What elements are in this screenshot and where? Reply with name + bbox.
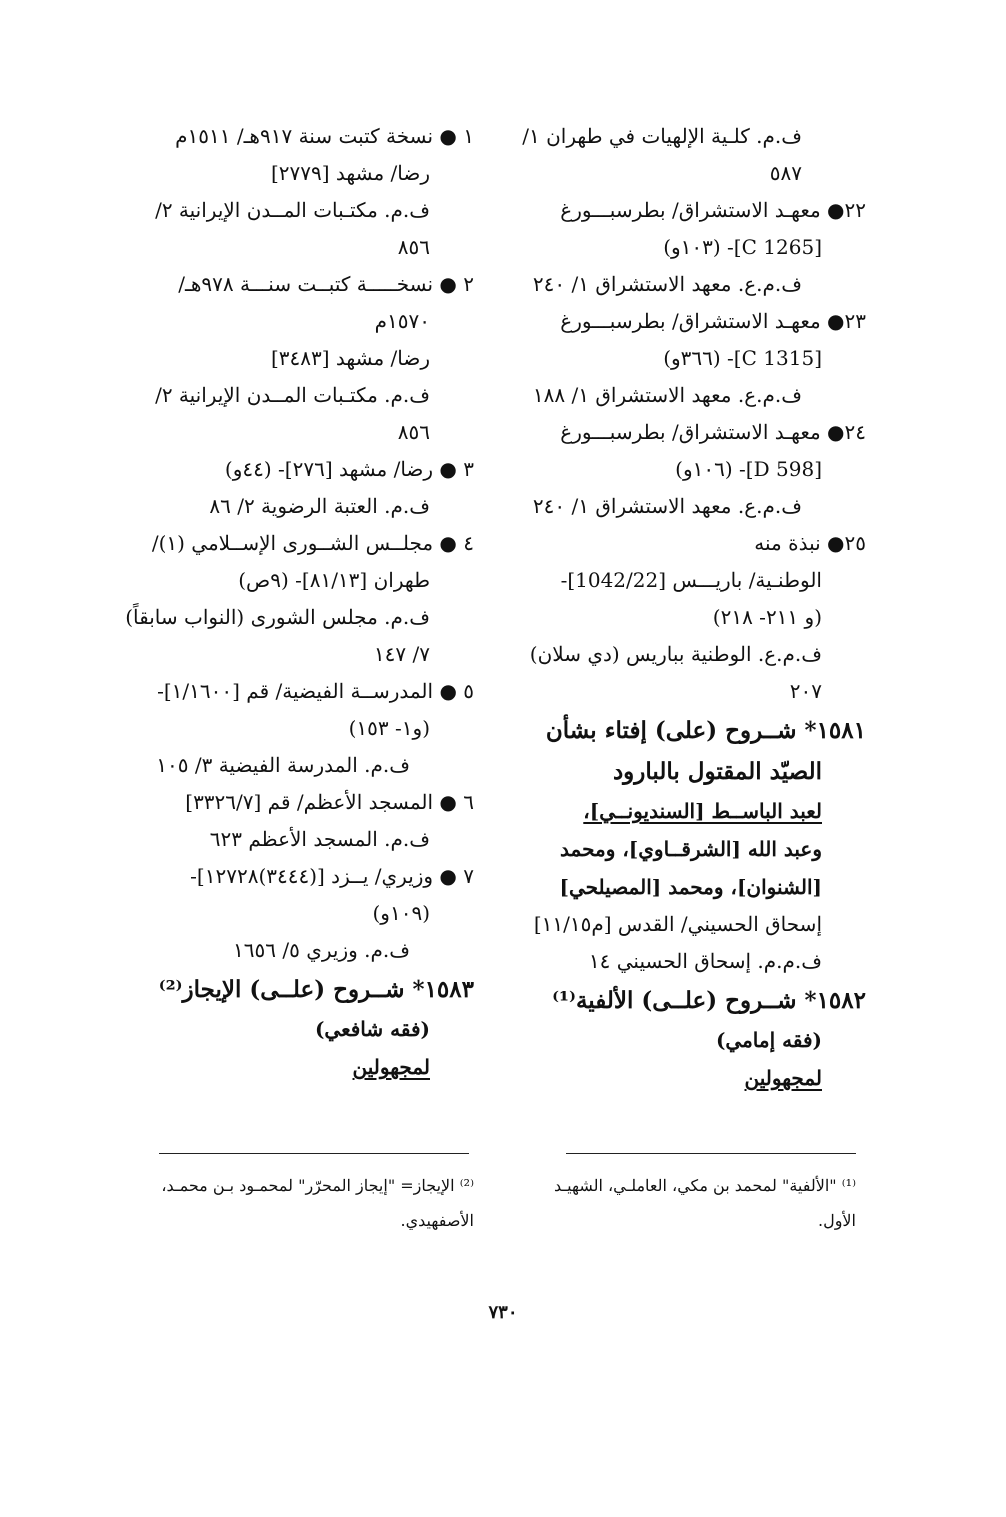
text-line: وعبد الله [الشرقــاوي]، ومحمد xyxy=(560,837,822,861)
text-line: ٨٥٦ xyxy=(397,235,430,259)
text-line: ف.م. مجلس الشورى (النواب سابقاً) xyxy=(125,605,430,629)
page-number: ٧٣٠ xyxy=(488,1302,518,1323)
text-line: ٢٣● معهـد الاستشراق/ بطرسبـــورغ xyxy=(560,309,866,333)
left-column xyxy=(125,118,474,1086)
text-line: الصيّد المقتول بالبارود xyxy=(612,758,822,785)
footnote-line: الأول. xyxy=(817,1211,856,1230)
text-line: ١٥٨٣* شــروح (علــى) الإيجاز⁽²⁾ xyxy=(158,976,474,1003)
text-line: ف.م.ع. معهد الاستشراق ١/ ٢٤٠ xyxy=(532,272,802,296)
text-line: إسحاق الحسيني/ القدس [م١١/١٥] xyxy=(533,912,822,936)
right-column xyxy=(521,118,866,1097)
text-line: طهران [٨١/١٣]- (٩ص) xyxy=(238,568,430,592)
text-line: [C 1265]- (١٠٣و) xyxy=(663,235,822,259)
text-line: الوطنـية/ باريـــس [1042/22]- xyxy=(560,568,822,592)
text-line: ف.م. كلـية الإلهيات في طهران ١/ xyxy=(522,124,802,148)
text-line: لعبد الباســط [السنديونــي]، xyxy=(583,799,822,823)
text-line: ف.م. وزيري ٥/ ١٦٥٦ xyxy=(233,938,410,962)
text-line: ٣ ● رضا/ مشهد [٢٧٦]- (٤٤و) xyxy=(224,457,474,481)
text-line: ١٥٨١* شــروح (على) إفتاء بشأن xyxy=(545,717,866,744)
text-line: ١٥٧٠م xyxy=(374,309,430,333)
text-line: ٧/ ١٤٧ xyxy=(373,642,430,666)
text-line: ٨٥٦ xyxy=(397,420,430,444)
text-line: ف.م. المسجد الأعظم ٦٢٣ xyxy=(209,827,430,851)
text-line: ف.م.ع. الوطنية بباريس (دي سلان) xyxy=(529,642,822,666)
text-line: ٢٠٧ xyxy=(789,679,822,703)
text-line: ف.م.م. إسحاق الحسيني ١٤ xyxy=(588,949,822,973)
text-line: ف.م. مكتـبات المــدن الإيرانية ٢/ xyxy=(155,383,430,407)
text-line: (فقه إمامي) xyxy=(715,1028,822,1052)
text-line: ف.م. المدرسة الفيضية ٣/ ١٠٥ xyxy=(156,753,410,777)
text-line: (١٠٩و) xyxy=(372,901,430,925)
footnote-line: الأصفهيدي. xyxy=(400,1211,474,1230)
text-line: [الشنوان]، ومحمد [المصيلحي] xyxy=(559,875,822,899)
text-line: ف.م. مكتـبات المــدن الإيرانية ٢/ xyxy=(155,198,430,222)
text-line: ف.م. العتبة الرضوية ٢/ ٨٦ xyxy=(209,494,430,518)
text-line: ١ ● نسخة كتبت سنة ٩١٧هـ/ ١٥١١م xyxy=(175,124,474,148)
footnote-separator-left xyxy=(159,1153,469,1154)
text-line: رضا/ مشهد [٢٧٧٩] xyxy=(270,161,430,185)
text-line: ٧ ● وزيري/ يــزد [(٣٤٤٤)١٢٧٢٨]- xyxy=(190,864,474,888)
text-line: ف.م.ع. معهد الاستشراق ١/ ٢٤٠ xyxy=(532,494,802,518)
text-line: رضا/ مشهد [٣٤٨٣] xyxy=(270,346,430,370)
text-line: ٢٢● معهـد الاستشراق/ بطرسبـــورغ xyxy=(560,198,866,222)
text-line: لمجهولين xyxy=(352,1055,430,1079)
text-line: ٢ ● نسخـــــة كتبــت سنـــة ٩٧٨هـ/ xyxy=(178,272,474,296)
text-line: (فقه شافعي) xyxy=(314,1017,430,1041)
text-line: [C 1315]- (٣٦٦و) xyxy=(663,346,822,370)
footnote-right xyxy=(511,1168,856,1238)
footnote-line: ⁽¹⁾ "الألفية" لمحمد بن مكي، العاملـي، الشهيـد xyxy=(554,1176,856,1195)
text-line: ٢٥● نبذة منه xyxy=(754,531,866,555)
text-line: ١٥٨٢* شــروح (علــى) الألفية⁽¹⁾ xyxy=(552,987,866,1014)
text-line: ٥٨٧ xyxy=(769,161,802,185)
text-line: (و ٢١١- ٢١٨) xyxy=(712,605,822,629)
footnote-separator-right xyxy=(566,1153,856,1154)
text-line: [D 598]- (١٠٦و) xyxy=(675,457,822,481)
text-line: ٥ ● المدرســة الفيضية/ قم [١/١٦٠٠]- xyxy=(157,679,474,703)
text-line: ف.م.ع. معهد الاستشراق ١/ ١٨٨ xyxy=(532,383,802,407)
text-line: ٦ ● المسجد الأعظم/ قم [٣٣٢٦/٧] xyxy=(185,790,474,814)
footnote-left xyxy=(134,1168,474,1238)
text-line: لمجهولين xyxy=(744,1066,822,1090)
text-line: (و١- ١٥٣) xyxy=(348,716,430,740)
text-line: ٢٤● معهـد الاستشراق/ بطرسبـــورغ xyxy=(560,420,866,444)
text-line: ٤ ● مجلــس الشــورى الإســلامي (١)/ xyxy=(151,531,474,555)
footnote-line: ⁽²⁾ الإيجاز= "إيجاز المحرّر" لمحمـود بـن محمـد، xyxy=(161,1176,474,1195)
